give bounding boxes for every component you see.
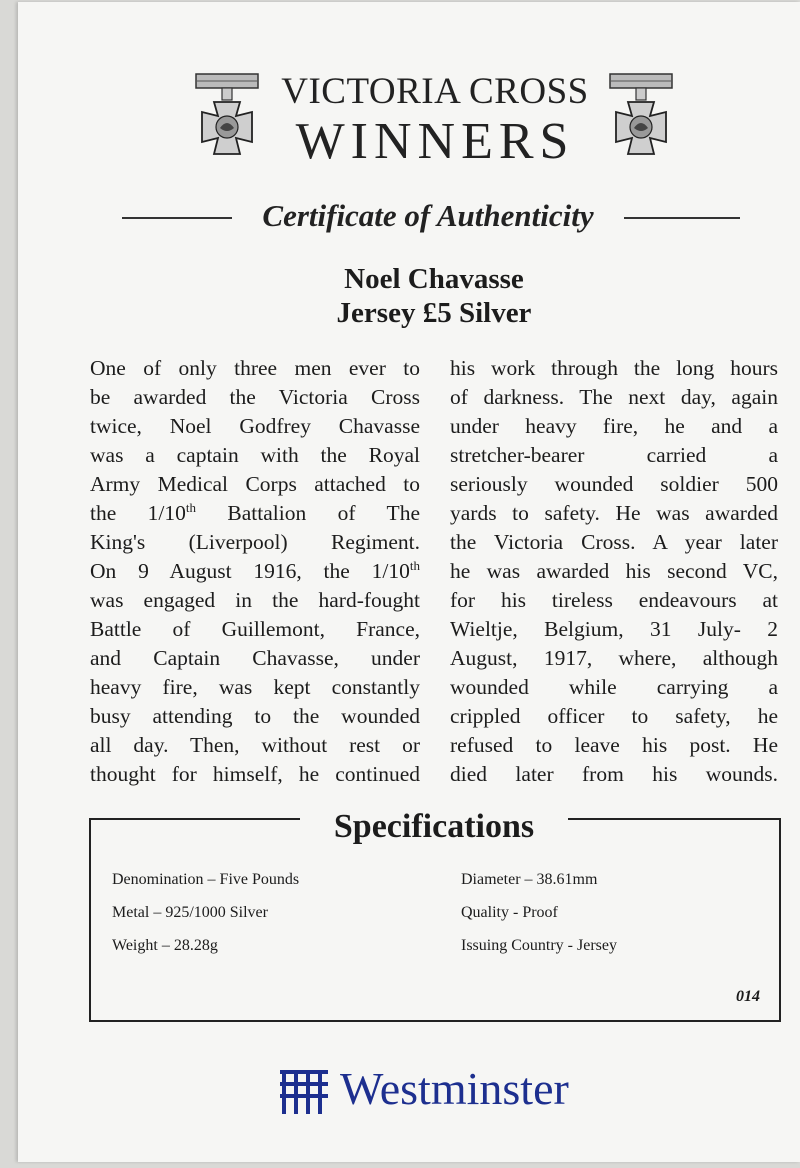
spec-diameter: Diameter – 38.61mm bbox=[461, 871, 598, 888]
westminster-portcullis-icon bbox=[278, 1066, 330, 1116]
spec-country: Issuing Country - Jersey bbox=[461, 937, 617, 954]
title-line-1: VICTORIA CROSS bbox=[281, 71, 589, 112]
body-text-line: seriously wounded soldier 500 bbox=[450, 472, 778, 496]
body-text-line: he was awarded his second VC, bbox=[450, 559, 778, 583]
certificate-subtitle: Certificate of Authenticity bbox=[262, 198, 594, 233]
spec-metal: Metal – 925/1000 Silver bbox=[112, 904, 268, 921]
body-text-line: was a captain with the Royal bbox=[90, 443, 420, 467]
body-text-line: all day. Then, without rest or bbox=[90, 733, 420, 757]
body-text-line: his work through the long hours bbox=[450, 356, 778, 380]
body-text-line: On 9 August 1916, the 1/10th bbox=[90, 557, 420, 583]
body-text-line: twice, Noel Godfrey Chavasse bbox=[90, 414, 420, 438]
body-text-line: and Captain Chavasse, under bbox=[90, 646, 420, 670]
spec-quality: Quality - Proof bbox=[461, 904, 558, 921]
body-text-line: the Victoria Cross. A year later bbox=[450, 530, 778, 554]
title-line-2: WINNERS bbox=[295, 113, 575, 170]
body-text-line: crippled officer to safety, he bbox=[450, 704, 778, 728]
body-text-line: wounded while carrying a bbox=[450, 675, 778, 699]
body-text-line: Army Medical Corps attached to bbox=[90, 472, 420, 496]
westminster-logo-text: Westminster bbox=[340, 1063, 569, 1114]
body-text-line: died later from his wounds. bbox=[450, 762, 778, 786]
spec-denomination: Denomination – Five Pounds bbox=[112, 871, 300, 888]
victoria-cross-medal-icon-left bbox=[192, 72, 262, 168]
spec-weight: Weight – 28.28g bbox=[112, 937, 218, 954]
body-text-right-column bbox=[450, 354, 778, 789]
body-text-line: heavy fire, was kept constantly bbox=[90, 675, 420, 699]
body-text-line: One of only three men ever to bbox=[90, 356, 420, 380]
body-text-line: King's (Liverpool) Regiment. bbox=[90, 530, 420, 554]
body-text-line: for his tireless endeavours at bbox=[450, 588, 778, 612]
body-text-line: stretcher-bearer carried a bbox=[450, 443, 778, 467]
body-text-line: under heavy fire, he and a bbox=[450, 414, 778, 438]
specifications-title: Specifications bbox=[300, 805, 568, 849]
body-text-line: Wieltje, Belgium, 31 July- 2 bbox=[450, 617, 778, 641]
coin-title bbox=[234, 262, 634, 330]
victoria-cross-medal-icon-right bbox=[606, 72, 676, 168]
body-text-line: thought for himself, he continued bbox=[90, 762, 420, 786]
body-text-line: busy attending to the wounded bbox=[90, 704, 420, 728]
coin-description: Jersey £5 Silver bbox=[336, 297, 532, 329]
body-text-line: yards to safety. He was awarded bbox=[450, 501, 778, 525]
serial-number: 014 bbox=[736, 988, 760, 1005]
body-text-line: August, 1917, where, although bbox=[450, 646, 778, 670]
body-text-left-column bbox=[90, 354, 420, 789]
divider-right bbox=[624, 217, 740, 219]
body-text-line: of darkness. The next day, again bbox=[450, 385, 778, 409]
body-text-line: Battle of Guillemont, France, bbox=[90, 617, 420, 641]
coin-name: Noel Chavasse bbox=[344, 263, 524, 295]
divider-left bbox=[122, 217, 232, 219]
body-text-line: was engaged in the hard-fought bbox=[90, 588, 420, 612]
body-text-line: refused to leave his post. He bbox=[450, 733, 778, 757]
body-text-line: the 1/10th Battalion of The bbox=[90, 499, 420, 525]
body-text-line: be awarded the Victoria Cross bbox=[90, 385, 420, 409]
